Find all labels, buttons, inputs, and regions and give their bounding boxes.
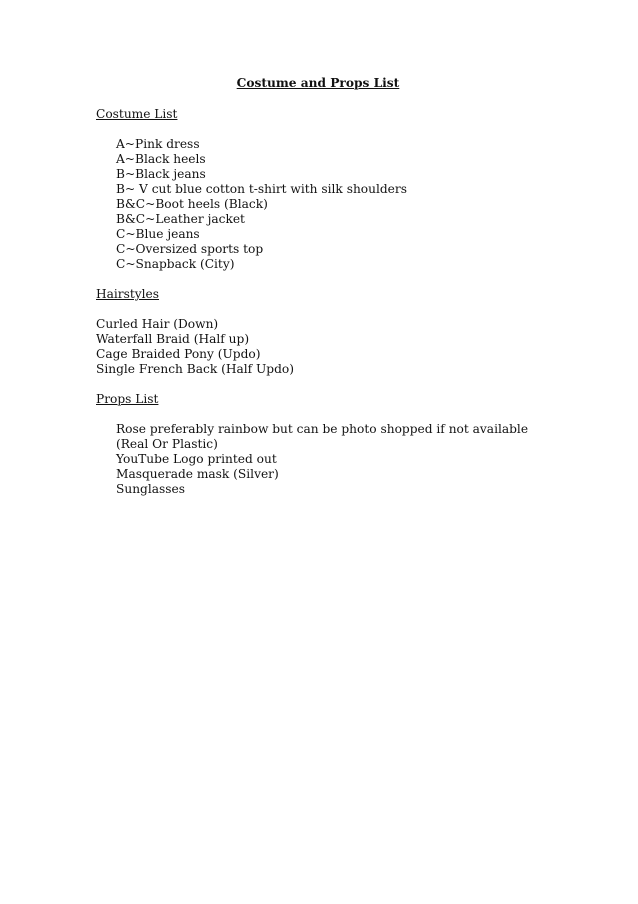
hairstyle-item: Curled Hair (Down) — [96, 317, 219, 331]
costume-item: C~Oversized sports top — [116, 242, 264, 256]
props-section — [96, 392, 546, 497]
document-title: Costume and Props List — [236, 76, 400, 90]
prop-item: Masquerade mask (Silver) — [116, 467, 279, 481]
prop-item: Sunglasses — [116, 482, 185, 496]
costume-item: B&C~Leather jacket — [116, 212, 245, 226]
costume-section — [96, 107, 546, 272]
costume-item: B&C~Boot heels (Black) — [116, 197, 268, 211]
hairstyles-list — [96, 317, 546, 377]
props-list — [96, 422, 546, 497]
costume-item: A~Black heels — [116, 152, 206, 166]
hairstyles-section — [96, 287, 546, 377]
prop-item: Rose preferably rainbow but can be photo shopped if not available (Real Or Plastic) — [116, 422, 529, 451]
costume-item: A~Pink dress — [116, 137, 200, 151]
costume-list — [96, 137, 546, 272]
prop-item: YouTube Logo printed out — [116, 452, 277, 466]
spacer — [96, 407, 546, 422]
costume-item: B~ V cut blue cotton t-shirt with silk shoulders — [116, 182, 407, 196]
document-content — [96, 76, 546, 497]
props-list-title: Props List — [96, 392, 159, 406]
costume-item: C~Snapback (City) — [116, 257, 235, 271]
hairstyle-item: Cage Braided Pony (Updo) — [96, 347, 261, 361]
costume-list-title: Costume List — [96, 107, 178, 121]
costume-item: B~Black jeans — [116, 167, 206, 181]
spacer — [96, 302, 546, 317]
costume-item: C~Blue jeans — [116, 227, 200, 241]
hairstyle-item: Waterfall Braid (Half up) — [96, 332, 250, 346]
hairstyle-item: Single French Back (Half Updo) — [96, 362, 294, 376]
spacer — [96, 122, 546, 137]
hairstyles-title: Hairstyles — [96, 287, 160, 301]
